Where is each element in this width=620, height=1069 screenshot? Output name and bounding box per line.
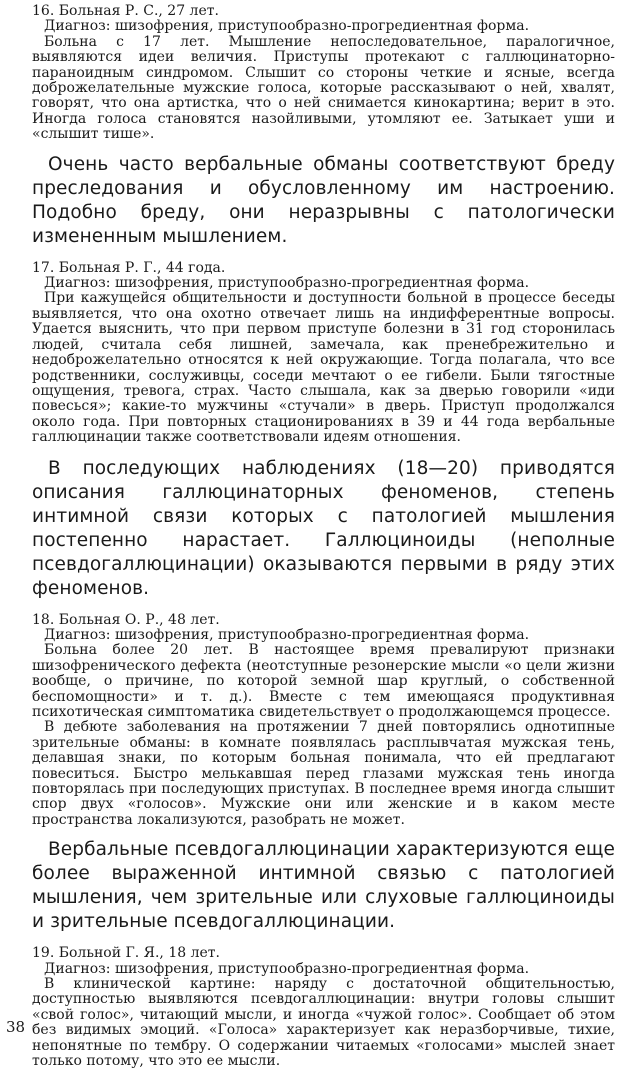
case-16 bbox=[32, 4, 615, 143]
main-text-block bbox=[32, 838, 615, 934]
main-paragraph: В последующих наблюдениях (18—20) приводятся описания галлюцинаторных феноменов, степень интимной связи которых с патологией мышления постепенно нарастает. Галлюциноиды (неполные псевдогаллюцинации) оказываются первыми в ряду этих феноменов. bbox=[32, 457, 615, 599]
case-diagnosis: Диагноз: шизофрения, приступообразно-прогредиентная форма. bbox=[44, 18, 530, 35]
main-paragraph: Вербальные псевдогаллюцинации характеризуются еще более выраженной интимной связью с патологией мышления, чем зрительные или слуховые галлюциноиды и зрительные псевдогаллюцинации. bbox=[32, 839, 615, 933]
case-header: 18. Больная О. Р., 48 лет. bbox=[32, 611, 220, 628]
case-diagnosis: Диагноз: шизофрения, приступообразно-прогредиентная форма. bbox=[44, 275, 530, 292]
case-header: 19. Больной Г. Я., 18 лет. bbox=[32, 945, 220, 962]
case-paragraph: При кажущейся общительности и доступности больной в процессе беседы выявляется, что она охотно отвечает лишь на индифферентные вопросы. Удается выяснить, что при первом приступе болезни в 31 год сторонилась людей, считала себя лишней, замечала, как пренебрежительно и недоброжелательно относятся к ней окружающие. Тогда полагала, что все родственники, сослуживцы, соседи мечтают о ее гибели. Были тягостные ощущения, тревога, страх. Часто слышала, как за дверью говорили «иди повесься»; какие-то мужчины «стучали» в дверь. Приступ продолжался около года. При повторных стационированиях в 39 и 44 года вербальные галлюцинации также соответствовали идеям отношения. bbox=[32, 290, 615, 446]
case-paragraph: Больна более 20 лет. В настоящее время превалируют признаки шизофренического дефекта (неотступные резонерские мысли «о цели жизни вообще, о причине, по которой земной шар круглый, о собственной беспомощности» и т. д.). Вместе с тем имеющаяся продуктивная психотическая симптоматика свидетельствует о продолжающемся процессе. bbox=[32, 642, 615, 720]
case-header: 16. Больная Р. С., 27 лет. bbox=[32, 3, 219, 19]
case-17 bbox=[32, 261, 615, 446]
case-paragraph: Больна с 17 лет. Мышление непоследовательное, паралогичное, выявляются идеи величия. Приступы протекают с галлюцинаторно-параноидным синдромом. Слышит со стороны четкие и ясные, всегда доброжелательные мужские голоса, которые рассказывают о ней, хвалят, говорят, что она артистка, что о ней снимается кинокартина; верит в это. Иногда голоса становятся назойливыми, утомляют ее. Затыкает уши и «слышит тише». bbox=[32, 33, 615, 143]
case-18 bbox=[32, 613, 615, 829]
main-text-block bbox=[32, 457, 615, 601]
main-paragraph: Очень часто вербальные обманы соответствуют бреду преследования и обусловленному им настроению. Подобно бреду, они неразрывны с патологически измененным мышлением. bbox=[32, 153, 615, 247]
case-19 bbox=[32, 946, 615, 1069]
case-diagnosis: Диагноз: шизофрения, приступообразно-прогредиентная форма. bbox=[44, 960, 530, 977]
case-paragraph: В клинической картине: наряду с достаточной общительностью, доступностью выявляются псевдогаллюцинации: внутри головы слышит «свой голос», читающий мысли, и иногда «чужой голос». Сообщает об этом без видимых эмоций. «Голоса» характеризует как неразборчивые, тихие, непонятные по тембру. О содержании читаемых «голосами» мыслей знает только потому, что это ее мысли. bbox=[32, 976, 615, 1069]
page-number: 38 bbox=[6, 1018, 26, 1036]
case-diagnosis: Диагноз: шизофрения, приступообразно-прогредиентная форма. bbox=[44, 626, 530, 643]
case-header: 17. Больная Р. Г., 44 года. bbox=[32, 259, 226, 276]
main-text-block bbox=[32, 153, 615, 249]
case-paragraph: В дебюте заболевания на протяжении 7 дней повторялись однотипные зрительные обманы: в комнате появлялась расплывчатая мужская тень, делавшая знаки, по которым больная понимала, что ей предлагают повеситься. Быстро мелькавшая перед глазами мужская тень иногда повторялась при последующих приступах. В последнее время иногда слышит спор двух «голосов». Мужские они или женские и в каком месте пространства локализуются, разобрать не может. bbox=[32, 719, 615, 828]
book-page bbox=[32, 4, 615, 1069]
